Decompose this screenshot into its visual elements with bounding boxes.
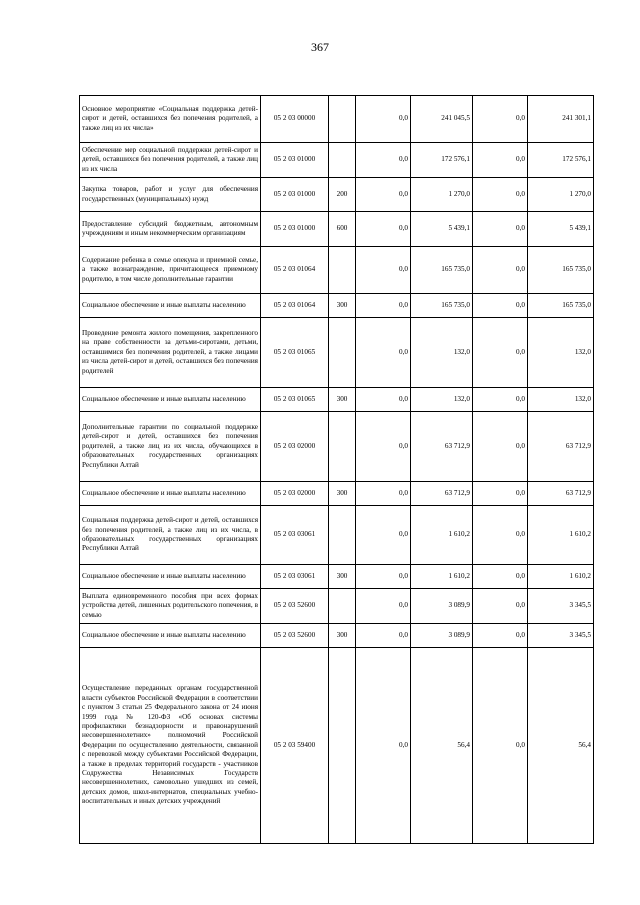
- row-value-2: 132,0: [411, 388, 473, 412]
- row-code: 05 2 03 03061: [261, 565, 329, 589]
- row-name: Предоставление субсидий бюджетным, автономным учреждениям и иным некоммерческим организациям: [80, 212, 261, 247]
- row-value-4: 132,0: [528, 388, 594, 412]
- row-name: Социальное обеспечение и иные выплаты населению: [80, 482, 261, 506]
- row-type: [329, 506, 356, 565]
- row-type: [329, 589, 356, 624]
- row-value-1: 0,0: [356, 318, 411, 388]
- table-row: [80, 247, 594, 294]
- table-row: [80, 482, 594, 506]
- row-value-3: 0,0: [473, 648, 528, 844]
- row-name: Дополнительные гарантии по социальной поддержке детей-сирот и детей, оставшихся без попечения родителей, а также лиц из их числа, обучающихся в образовательных государственных организациях Республики Алтай: [80, 412, 261, 482]
- table-row: [80, 294, 594, 318]
- row-value-3: 0,0: [473, 294, 528, 318]
- row-type: [329, 648, 356, 844]
- row-value-3: 0,0: [473, 565, 528, 589]
- row-name: Содержание ребенка в семье опекуна и приемной семье, а также вознаграждение, причитающееся приемному родителю, в том числе дополнительные гарантии: [80, 247, 261, 294]
- row-type: 300: [329, 624, 356, 648]
- row-name: Социальное обеспечение и иные выплаты населению: [80, 624, 261, 648]
- row-value-4: 132,0: [528, 318, 594, 388]
- row-value-4: 56,4: [528, 648, 594, 844]
- row-value-2: 56,4: [411, 648, 473, 844]
- row-type: 300: [329, 482, 356, 506]
- row-type: 300: [329, 565, 356, 589]
- row-value-3: 0,0: [473, 318, 528, 388]
- row-value-3: 0,0: [473, 178, 528, 212]
- table-row: [80, 565, 594, 589]
- row-value-4: 165 735,0: [528, 247, 594, 294]
- row-type: 300: [329, 294, 356, 318]
- row-code: 05 2 03 00000: [261, 96, 329, 143]
- row-value-4: 3 345,5: [528, 624, 594, 648]
- row-value-2: 63 712,9: [411, 412, 473, 482]
- row-type: 300: [329, 388, 356, 412]
- row-value-2: 1 610,2: [411, 565, 473, 589]
- row-value-2: 1 610,2: [411, 506, 473, 565]
- row-name: Выплата единовременного пособия при всех формах устройства детей, лишенных родительского попечения, в семью: [80, 589, 261, 624]
- row-value-1: 0,0: [356, 143, 411, 178]
- row-value-1: 0,0: [356, 294, 411, 318]
- row-value-3: 0,0: [473, 412, 528, 482]
- row-value-3: 0,0: [473, 143, 528, 178]
- row-value-2: 3 089,9: [411, 624, 473, 648]
- row-value-4: 5 439,1: [528, 212, 594, 247]
- table-row: [80, 318, 594, 388]
- row-value-4: 1 270,0: [528, 178, 594, 212]
- row-code: 05 2 03 01000: [261, 143, 329, 178]
- row-value-1: 0,0: [356, 648, 411, 844]
- row-code: 05 2 03 52600: [261, 624, 329, 648]
- row-value-2: 3 089,9: [411, 589, 473, 624]
- row-name: Закупка товаров, работ и услуг для обеспечения государственных (муниципальных) нужд: [80, 178, 261, 212]
- row-code: 05 2 03 52600: [261, 589, 329, 624]
- table-row: [80, 648, 594, 844]
- row-value-3: 0,0: [473, 96, 528, 143]
- row-value-1: 0,0: [356, 247, 411, 294]
- row-value-1: 0,0: [356, 565, 411, 589]
- row-value-3: 0,0: [473, 247, 528, 294]
- row-name: Социальное обеспечение и иные выплаты населению: [80, 388, 261, 412]
- row-type: [329, 143, 356, 178]
- row-name: Основное мероприятие «Социальная поддержка детей-сирот и детей, оставшихся без попечения родителей, а также лиц из их числа»: [80, 96, 261, 143]
- table-body: [80, 96, 594, 844]
- row-value-1: 0,0: [356, 388, 411, 412]
- row-code: 05 2 03 01065: [261, 318, 329, 388]
- row-type: [329, 318, 356, 388]
- row-code: 05 2 03 02000: [261, 412, 329, 482]
- row-value-4: 63 712,9: [528, 412, 594, 482]
- row-value-3: 0,0: [473, 388, 528, 412]
- row-code: 05 2 03 59400: [261, 648, 329, 844]
- row-code: 05 2 03 01000: [261, 178, 329, 212]
- row-value-2: 5 439,1: [411, 212, 473, 247]
- row-type: 600: [329, 212, 356, 247]
- row-value-2: 241 045,5: [411, 96, 473, 143]
- row-name: Обеспечение мер социальной поддержки детей-сирот и детей, оставшихся без попечения родителей, а также лиц из их числа: [80, 143, 261, 178]
- row-value-1: 0,0: [356, 178, 411, 212]
- row-type: [329, 247, 356, 294]
- row-name: Проведение ремонта жилого помещения, закрепленного на праве собственности за детьми-сиротами, детьми, оставшимися без попечения родителей, а также лицами из числа детей-сирот и детей, оставшихся без попечения родителей: [80, 318, 261, 388]
- table-row: [80, 412, 594, 482]
- budget-table: [79, 95, 594, 844]
- row-value-2: 172 576,1: [411, 143, 473, 178]
- table-row: [80, 506, 594, 565]
- table-row: [80, 143, 594, 178]
- row-value-2: 63 712,9: [411, 482, 473, 506]
- row-value-2: 165 735,0: [411, 247, 473, 294]
- row-value-2: 132,0: [411, 318, 473, 388]
- table-row: [80, 589, 594, 624]
- table-row: [80, 624, 594, 648]
- row-code: 05 2 03 03061: [261, 506, 329, 565]
- row-type: 200: [329, 178, 356, 212]
- table-row: [80, 388, 594, 412]
- row-name: Социальная поддержка детей-сирот и детей, оставшихся без попечения родителей, а также лиц из их числа, в образовательных государственных организациях Республики Алтай: [80, 506, 261, 565]
- row-value-4: 241 301,1: [528, 96, 594, 143]
- row-value-4: 63 712,9: [528, 482, 594, 506]
- row-code: 05 2 03 01064: [261, 247, 329, 294]
- row-value-1: 0,0: [356, 506, 411, 565]
- row-value-3: 0,0: [473, 212, 528, 247]
- row-value-4: 165 735,0: [528, 294, 594, 318]
- row-code: 05 2 03 01064: [261, 294, 329, 318]
- row-value-1: 0,0: [356, 96, 411, 143]
- row-value-3: 0,0: [473, 624, 528, 648]
- row-value-3: 0,0: [473, 589, 528, 624]
- row-value-4: 1 610,2: [528, 565, 594, 589]
- table-row: [80, 212, 594, 247]
- row-code: 05 2 03 01000: [261, 212, 329, 247]
- page-number: 367: [311, 40, 329, 54]
- row-value-1: 0,0: [356, 624, 411, 648]
- row-value-1: 0,0: [356, 412, 411, 482]
- table-row: [80, 96, 594, 143]
- row-value-3: 0,0: [473, 506, 528, 565]
- row-value-1: 0,0: [356, 589, 411, 624]
- row-value-1: 0,0: [356, 482, 411, 506]
- row-value-2: 1 270,0: [411, 178, 473, 212]
- row-value-3: 0,0: [473, 482, 528, 506]
- table-row: [80, 178, 594, 212]
- row-value-4: 1 610,2: [528, 506, 594, 565]
- row-type: [329, 96, 356, 143]
- row-code: 05 2 03 01065: [261, 388, 329, 412]
- row-type: [329, 412, 356, 482]
- row-value-4: 172 576,1: [528, 143, 594, 178]
- row-value-4: 3 345,5: [528, 589, 594, 624]
- row-name: Социальное обеспечение и иные выплаты населению: [80, 565, 261, 589]
- row-name: Социальное обеспечение и иные выплаты населению: [80, 294, 261, 318]
- row-code: 05 2 03 02000: [261, 482, 329, 506]
- row-name: Осуществление переданных органам государственной власти субъектов Российской Федерации в соответствии с пунктом 3 статьи 25 Федерального закона от 24 июня 1999 года № 120-ФЗ «Об основах системы профилактики безнадзорности и правонарушений несовершеннолетних» полномочий Российской Федерации по осуществлению деятельности, связанной с перевозкой между субъектами Российской Федерации, а также в пределах территорий государств - участников Содружества Независимых Государств несовершеннолетних, самовольно ушедших из семей, детских домов, школ-интернатов, специальных учебно-воспитательных и иных детских учреждений: [80, 648, 261, 844]
- row-value-1: 0,0: [356, 212, 411, 247]
- row-value-2: 165 735,0: [411, 294, 473, 318]
